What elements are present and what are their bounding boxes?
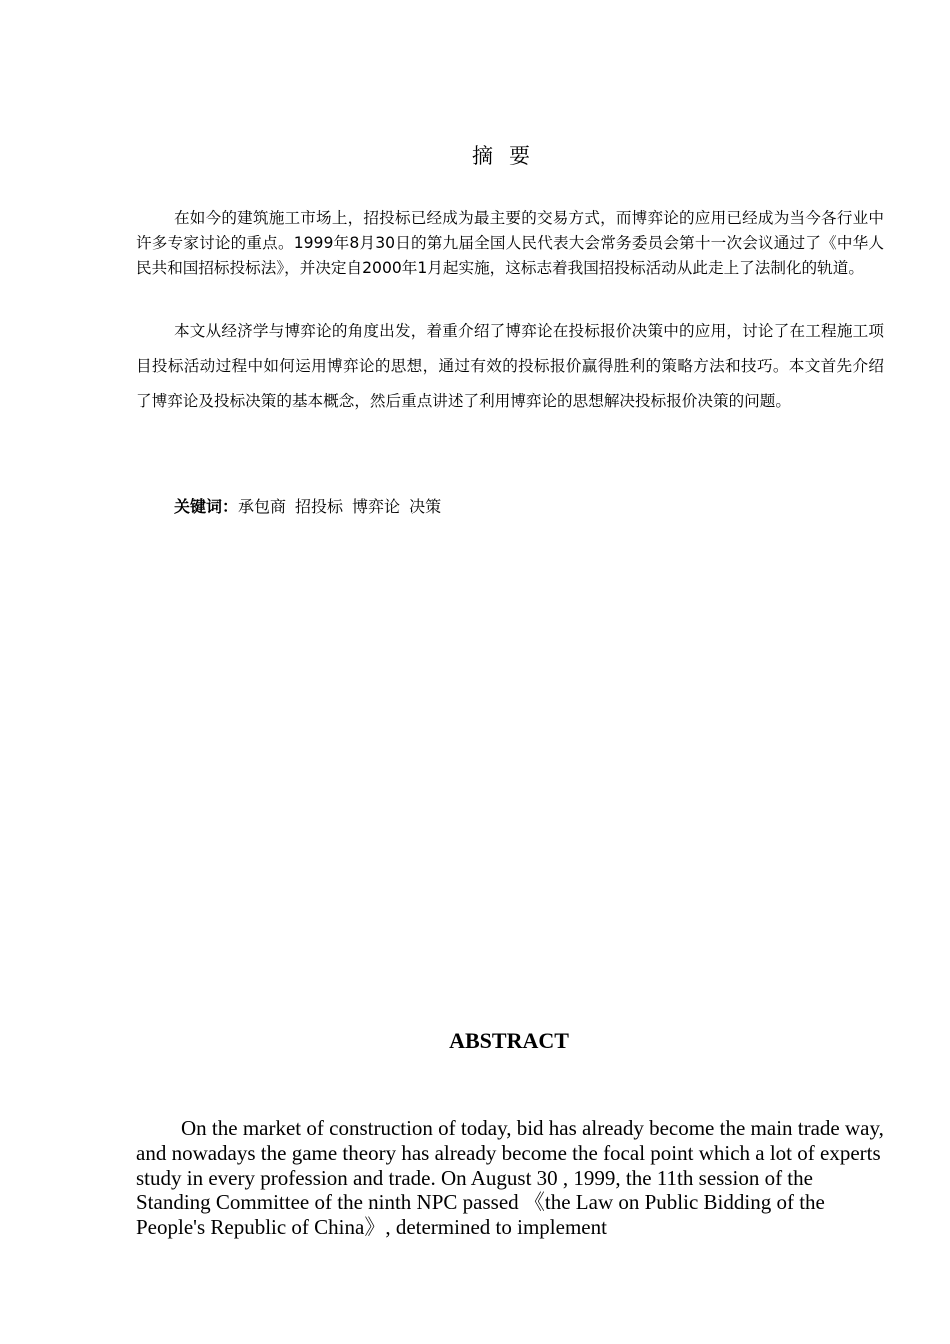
chinese-abstract-title: 摘要 [472,144,546,168]
keyword-item: 招投标 [295,497,344,516]
chinese-abstract-paragraph-1: 在如今的建筑施工市场上，招投标已经成为最主要的交易方式，而博弈论的应用已经成为当今各行业中许多专家讨论的重点。1999年8月30日的第九届全国人民代表大会常务委员会第十一次会议通过了《中华人民共和国招标投标法》，并决定自2000年1月起实施，这标志着我国招投标活动从此走上了法制化的轨道。 [136,209,884,277]
english-abstract-title: ABSTRACT [449,1028,569,1053]
keywords-label: 关键词： [174,497,239,516]
english-abstract-paragraph: On the market of construction of today, bid has already become the main trade way, and nowadays the game theory has already become the focal point which a lot of experts study in every profession and trade. On August 30 , 1999, the 11th session of the Standing Committee of the ninth NPC passed 《the Law on Public Bidding of the People's Republic of China》, determined to implement [136,1116,884,1240]
keyword-item: 决策 [409,497,442,516]
keyword-item: 博弈论 [352,497,401,516]
chinese-abstract-paragraph-2: 本文从经济学与博弈论的角度出发，着重介绍了博弈论在投标报价决策中的应用，讨论了在工程施工项目投标活动过程中如何运用博弈论的思想，通过有效的投标报价赢得胜利的策略方法和技巧。本文首先介绍了博弈论及投标决策的基本概念，然后重点讲述了利用博弈论的思想解决投标报价决策的问题。 [136,322,884,410]
chinese-keywords-line [174,494,450,517]
keyword-item: 承包商 [238,497,287,516]
